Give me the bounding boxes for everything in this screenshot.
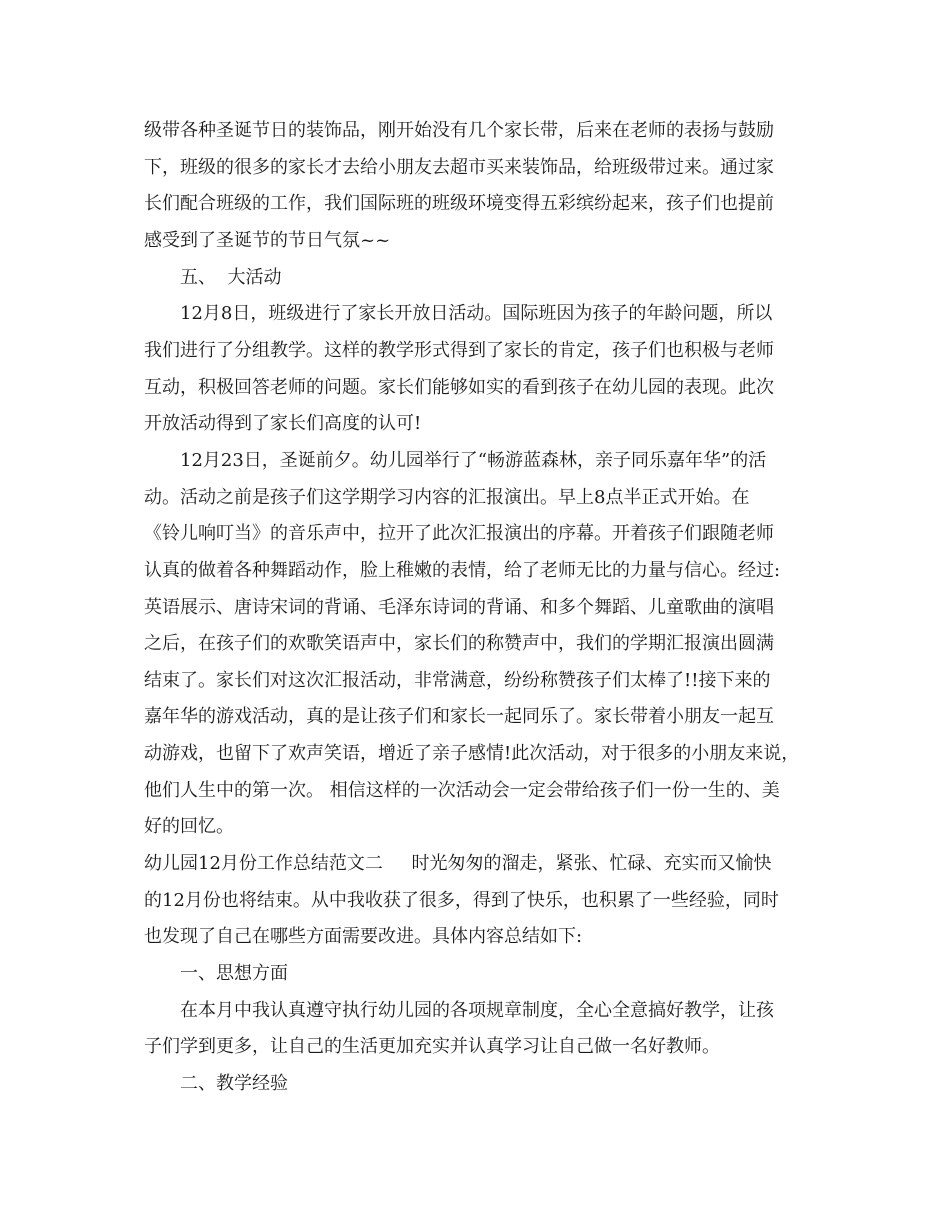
text-line: 子们学到更多，让自己的生活更加充实并认真学习让自己做一名好教师。 — [144, 1036, 720, 1057]
text-line: 他们人生中的第一次。 相信这样的一次活动会一定会带给孩子们一份一生的、美 — [144, 780, 780, 801]
text-line: 《铃儿响叮当》的音乐声中，拉开了此次汇报演出的序幕。开着孩子们跟随老师 — [144, 523, 774, 544]
text-line: 认真的做着各种舞蹈动作，脸上稚嫩的表情，给了老师无比的力量与信心。经过: — [144, 560, 781, 581]
text-line: 互动，积极回答老师的问题。家长们能够如实的看到孩子在幼儿园的表现。此次 — [144, 377, 774, 398]
section-heading: 二、教学经验 — [180, 1073, 288, 1094]
text-line: 之后，在孩子们的欢歌笑语声中，家长们的称赞声中，我们的学期汇报演出圆满 — [144, 633, 774, 654]
text-line: 级带各种圣诞节日的装饰品，刚开始没有几个家长带，后来在老师的表扬与鼓励 — [144, 120, 774, 141]
text-line: 动游戏，也留下了欢声笑语，增近了亲子感情!此次活动，对于很多的小朋友来说， — [144, 743, 800, 764]
text-line: 结束了。家长们对这次汇报活动，非常满意，纷纷称赞孩子们太棒了!!接下来的 — [144, 670, 771, 691]
section-heading: 五、 大活动 — [180, 267, 282, 288]
text-line: 感受到了圣诞节的节日气氛~~ — [144, 230, 391, 251]
text-line: 长们配合班级的工作，我们国际班的班级环境变得五彩缤纷起来，孩子们也提前 — [144, 193, 774, 214]
text-line: 英语展示、唐诗宋词的背诵、毛泽东诗词的背诵、和多个舞蹈、儿童歌曲的演唱 — [144, 597, 774, 618]
section-title: 幼儿园12月份工作总结范文二 时光匆匆的溜走，紧张、忙碌、充实而又愉快 — [144, 853, 772, 874]
text-line: 动。活动之前是孩子们这学期学习内容的汇报演出。早上8点半正式开始。在 — [144, 487, 750, 508]
text-line: 好的回忆。 — [144, 816, 234, 837]
text-line: 开放活动得到了家长们高度的认可! — [144, 413, 422, 434]
text-line: 嘉年华的游戏活动，真的是让孩子们和家长一起同乐了。家长带着小朋友一起互 — [144, 706, 774, 727]
text-line: 的12月份也将结束。从中我收获了很多，得到了快乐，也积累了一些经验，同时 — [144, 890, 779, 911]
text-line: 下，班级的很多的家长才去给小朋友去超市买来装饰品，给班级带过来。通过家 — [144, 157, 774, 178]
text-line: 我们进行了分组教学。这样的教学形式得到了家长的肯定，孩子们也积极与老师 — [144, 340, 774, 361]
text-line: 也发现了自己在哪些方面需要改进。具体内容总结如下: — [144, 926, 583, 947]
paragraph-start: 12月8日，班级进行了家长开放日活动。国际班因为孩子的年龄问题，所以 — [180, 303, 773, 324]
paragraph-start: 12月23日，圣诞前夕。幼儿园举行了“畅游蓝森林，亲子同乐嘉年华”的活 — [180, 450, 767, 471]
section-heading: 一、思想方面 — [180, 963, 288, 984]
paragraph-start: 在本月中我认真遵守执行幼儿园的各项规章制度，全心全意搞好教学，让孩 — [180, 1000, 774, 1021]
